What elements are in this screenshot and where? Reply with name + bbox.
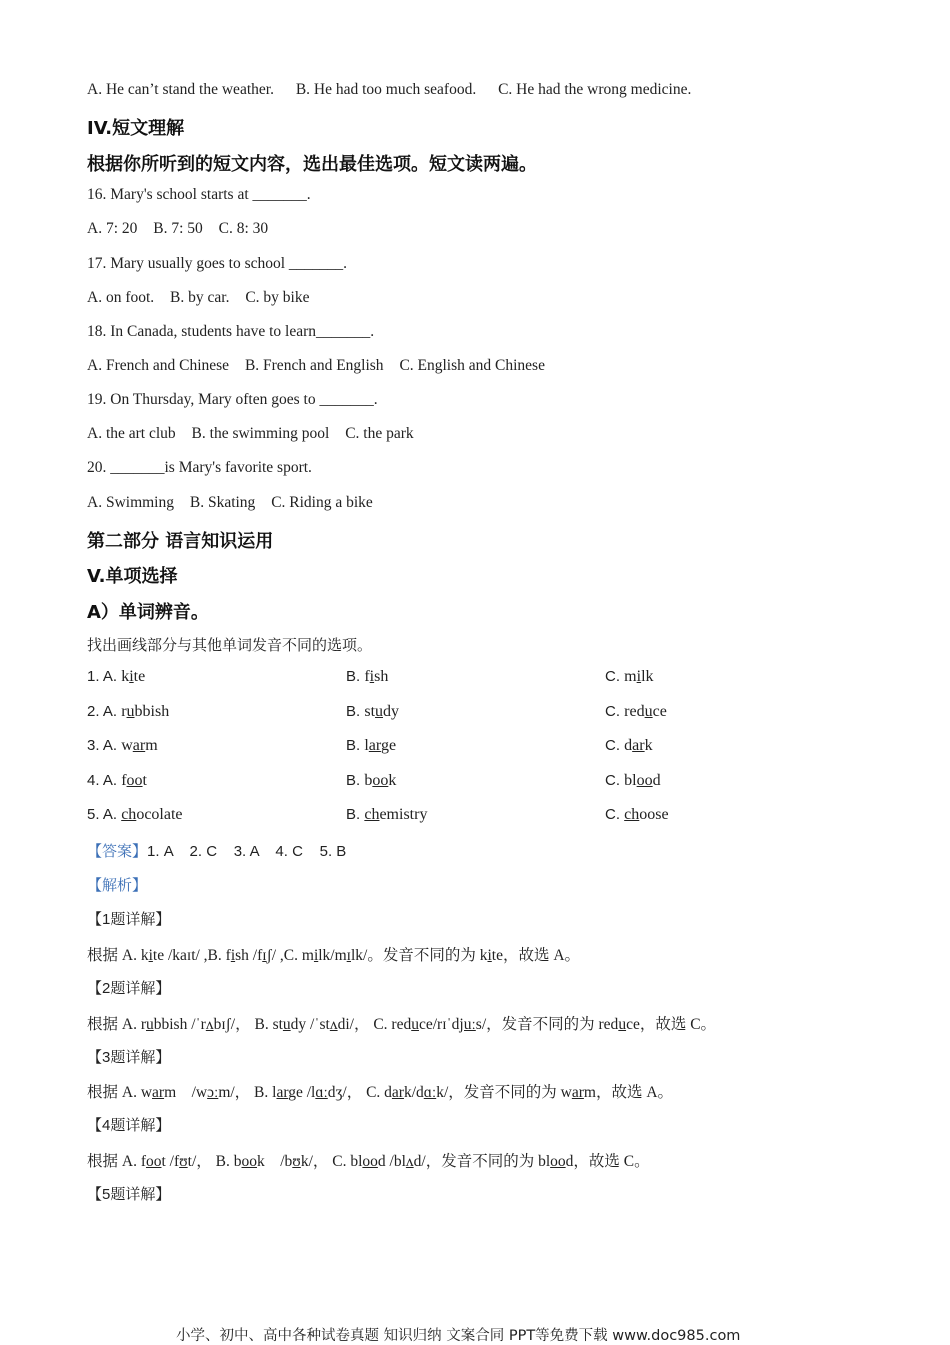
underlined-letters: ar [632, 737, 645, 754]
option-label: C. [605, 806, 625, 823]
underlined-segment: ɔː [207, 1084, 219, 1101]
underlined-segment: oo [145, 1153, 162, 1170]
question-16: 16. Mary's school starts at _______. [87, 186, 311, 203]
underlined-segment: ar [276, 1084, 289, 1101]
word [364, 737, 396, 754]
word [624, 806, 668, 823]
option-label: B. [346, 806, 365, 823]
underlined-letters: ch [624, 806, 640, 823]
word-part: bl [624, 772, 637, 789]
underlined-letters: i [636, 668, 642, 685]
option-a: A. Swimming [87, 494, 174, 511]
option-c: C. 8: 30 [218, 220, 269, 237]
option-a: A. French and Chinese [87, 357, 230, 374]
text-segment: d/，发音不同的为 bl [413, 1153, 551, 1170]
option-label: B. [346, 703, 365, 720]
answer-label: 【答案】 [87, 843, 148, 860]
text-segment: bɪʃ/， B. st [213, 1016, 283, 1033]
word-part: st [364, 703, 376, 720]
option-b: B. French and English [244, 357, 384, 374]
question-18: 18. In Canada, students have to learn_______. [87, 323, 375, 340]
question-20: 20. _______is Mary's favorite sport. [87, 459, 312, 476]
part-title: 第二部分 语言知识运用 [87, 531, 274, 552]
phonics-option-4-b [346, 772, 396, 790]
underlined-segment: ɪ [262, 947, 267, 964]
detail-heading-2: 【2题详解】 [87, 980, 171, 997]
text-segment: 根据 A. f [87, 1153, 146, 1170]
text-segment: ge /l [288, 1084, 316, 1101]
word-part: m [145, 737, 158, 754]
question-19-options [87, 425, 414, 443]
text-segment: te，故选 A。 [491, 947, 581, 964]
explanation-2 [87, 1012, 716, 1034]
underlined-segment: ɑː [315, 1084, 328, 1101]
option-b: B. 7: 50 [153, 220, 203, 237]
underlined-segment: ʊ [179, 1153, 188, 1170]
text-segment: di/， C. red [337, 1016, 412, 1033]
explanation-3 [87, 1080, 673, 1102]
word [364, 806, 427, 823]
word-part: k [644, 737, 653, 754]
text-segment: ʃ/ ,C. m [266, 947, 314, 964]
text-segment: ce/rɪˈd [418, 1016, 460, 1033]
word-part: m [624, 668, 637, 685]
question-18-options [87, 357, 545, 375]
word [624, 737, 652, 754]
underlined-segment: ar [571, 1084, 584, 1101]
option-c: C. by bike [245, 289, 310, 306]
text-segment: m /w [164, 1084, 208, 1101]
question-20-options [87, 494, 373, 512]
word-part: k [121, 668, 130, 685]
word-part: oose [639, 806, 669, 823]
underlined-segment: oo [241, 1153, 257, 1170]
word [121, 737, 157, 754]
underlined-segment: u [282, 1016, 291, 1033]
word-part: emistry [379, 806, 428, 823]
explanation-4 [87, 1149, 650, 1171]
word [121, 668, 145, 685]
word-part: d [624, 737, 633, 754]
text-segment: s/，发音不同的为 red [475, 1016, 619, 1033]
underlined-letters: ar [132, 737, 146, 754]
phonics-option-5-c [605, 806, 669, 824]
option-label: 3. A. [87, 737, 122, 754]
word-part: ce [652, 703, 667, 720]
word-part: b [364, 772, 373, 789]
word [364, 668, 388, 685]
option-b: B. by car. [170, 289, 230, 306]
question-16-options [87, 220, 268, 238]
word-part: red [624, 703, 645, 720]
underlined-segment: ar [391, 1084, 404, 1101]
option-label: 5. A. [87, 806, 122, 823]
text-segment: k/d [403, 1084, 424, 1101]
section-title: V.单项选择 [87, 566, 178, 587]
word-part: l [364, 737, 369, 754]
text-segment: t /f [161, 1153, 180, 1170]
underlined-segment: ɑː [423, 1084, 437, 1101]
phonics-option-5-a [87, 806, 183, 824]
text-segment: ce，故选 C。 [626, 1016, 717, 1033]
option-a: A. on foot. [87, 289, 155, 306]
answer-text: 1. A 2. C 3. A 4. C 5. B [147, 843, 347, 860]
underlined-segment: ɪ [346, 947, 351, 964]
phonics-option-1-c [605, 668, 654, 686]
underlined-letters: oo [372, 772, 389, 789]
text-segment: m，故选 A。 [583, 1084, 674, 1101]
option-a: A. He can’t stand the weather. [87, 81, 274, 98]
text-segment: bbish /ˈr [153, 1016, 206, 1033]
underlined-segment: ʊ [292, 1153, 301, 1170]
explanation-1 [87, 943, 580, 965]
underlined-segment: ʌ [329, 1016, 338, 1033]
option-label: C. [605, 703, 625, 720]
question-17: 17. Mary usually goes to school _______. [87, 255, 348, 272]
underlined-segment: i [148, 947, 153, 964]
option-b: B. He had too much seafood. [295, 81, 477, 98]
phonics-option-5-b [346, 806, 427, 824]
option-label: C. [605, 737, 625, 754]
underlined-segment: i [487, 947, 492, 964]
text-segment: 根据 A. k [87, 947, 149, 964]
word-part: w [121, 737, 133, 754]
underlined-segment: oo [362, 1153, 378, 1170]
detail-heading-1: 【1题详解】 [87, 911, 171, 928]
text-segment: 根据 A. w [87, 1084, 153, 1101]
phonics-option-4-c [605, 772, 661, 790]
phonics-option-2-a [87, 703, 169, 721]
phonics-option-2-c [605, 703, 667, 721]
text-segment: dʒ/， C. d [327, 1084, 392, 1101]
underlined-letters: ch [121, 806, 137, 823]
text-segment: t/， B. b [187, 1153, 242, 1170]
underlined-letters: u [644, 703, 653, 720]
text-segment: lk/m [318, 947, 347, 964]
phonics-option-2-b [346, 703, 399, 721]
word [121, 806, 182, 823]
underlined-letters: u [375, 703, 384, 720]
q15-options [87, 81, 691, 99]
text-segment: k/， C. bl [300, 1153, 363, 1170]
phonics-option-3-b [346, 737, 396, 755]
word-part: d [652, 772, 661, 789]
underlined-segment: u [618, 1016, 627, 1033]
question-19: 19. On Thursday, Mary often goes to _______. [87, 391, 378, 408]
option-c: C. English and Chinese [399, 357, 545, 374]
answer-line [87, 840, 346, 861]
word [624, 772, 660, 789]
text-segment: m/， B. l [218, 1084, 277, 1101]
word-part: ocolate [136, 806, 183, 823]
word-part: lk [641, 668, 654, 685]
option-label: 2. A. [87, 703, 122, 720]
text-segment: lk/。发音不同的为 k [350, 947, 488, 964]
option-label: 4. A. [87, 772, 122, 789]
word [121, 772, 147, 789]
word-part: t [142, 772, 147, 789]
underlined-letters: oo [636, 772, 653, 789]
option-label: 1. A. [87, 668, 122, 685]
subsection-instruction: 找出画线部分与其他单词发音不同的选项。 [87, 637, 373, 654]
phonics-option-3-c [605, 737, 653, 755]
text-segment: d，故选 C。 [565, 1153, 650, 1170]
word [624, 703, 667, 720]
phonics-option-1-b [346, 668, 388, 686]
underlined-letters: u [126, 703, 135, 720]
underlined-segment: ar [152, 1084, 165, 1101]
word-part: sh [374, 668, 389, 685]
question-17-options [87, 289, 309, 307]
option-c: C. the park [345, 425, 414, 442]
option-label: B. [346, 668, 365, 685]
underlined-segment: i [230, 947, 236, 964]
subsection-title: A）单词辨音。 [87, 602, 209, 623]
word-part: f [121, 772, 127, 789]
phonics-option-1-a [87, 668, 145, 686]
underlined-letters: i [129, 668, 134, 685]
word [624, 668, 653, 685]
underlined-letters: ch [364, 806, 380, 823]
footer-text: 小学、初中、高中各种试卷真题 知识归纳 文案合同 PPT等免费下载 www.doc985.com [176, 1328, 741, 1344]
word-part: bbish [134, 703, 170, 720]
phonics-option-4-a [87, 772, 147, 790]
option-b: B. Skating [189, 494, 256, 511]
text-segment: te /kaɪt/ ,B. f [152, 947, 231, 964]
text-segment: sh /f [235, 947, 263, 964]
underlined-segment: i [313, 947, 319, 964]
option-c: C. He had the wrong medicine. [498, 81, 692, 98]
option-label: B. [346, 737, 365, 754]
section-instruction: 根据你所听到的短文内容，选出最佳选项。短文读两遍。 [87, 154, 537, 175]
option-c: C. Riding a bike [271, 494, 373, 511]
analysis-label: 【解析】 [87, 877, 148, 894]
underlined-letters: oo [126, 772, 143, 789]
underlined-letters: ar [368, 737, 381, 754]
underlined-segment: ʌ [405, 1153, 414, 1170]
word-part: dy [383, 703, 400, 720]
underlined-letters: i [369, 668, 375, 685]
word [364, 772, 396, 789]
underlined-segment: ʌ [205, 1016, 214, 1033]
option-label: B. [346, 772, 365, 789]
section-title: IV.短文理解 [87, 118, 185, 139]
text-segment: 根据 A. r [87, 1016, 146, 1033]
text-segment: d /bl [377, 1153, 406, 1170]
option-label: C. [605, 668, 625, 685]
detail-heading-5: 【5题详解】 [87, 1186, 171, 1203]
underlined-segment: oo [550, 1153, 566, 1170]
option-label: C. [605, 772, 625, 789]
detail-heading-3: 【3题详解】 [87, 1049, 171, 1066]
word-part: ge [380, 737, 397, 754]
option-a: A. 7: 20 [87, 220, 138, 237]
phonics-option-3-a [87, 737, 158, 755]
underlined-segment: juː [459, 1016, 476, 1033]
word [364, 703, 399, 720]
word-part: f [364, 668, 370, 685]
word-part: te [133, 668, 146, 685]
option-b: B. the swimming pool [191, 425, 330, 442]
text-segment: dy /ˈst [290, 1016, 330, 1033]
text-segment: k /b [256, 1153, 293, 1170]
option-a: A. the art club [87, 425, 176, 442]
word-part: k [388, 772, 397, 789]
detail-heading-4: 【4题详解】 [87, 1117, 171, 1134]
word [121, 703, 169, 720]
text-segment: k/，发音不同的为 w [436, 1084, 572, 1101]
underlined-segment: u [145, 1016, 154, 1033]
word-part: r [121, 703, 127, 720]
underlined-segment: u [411, 1016, 419, 1033]
